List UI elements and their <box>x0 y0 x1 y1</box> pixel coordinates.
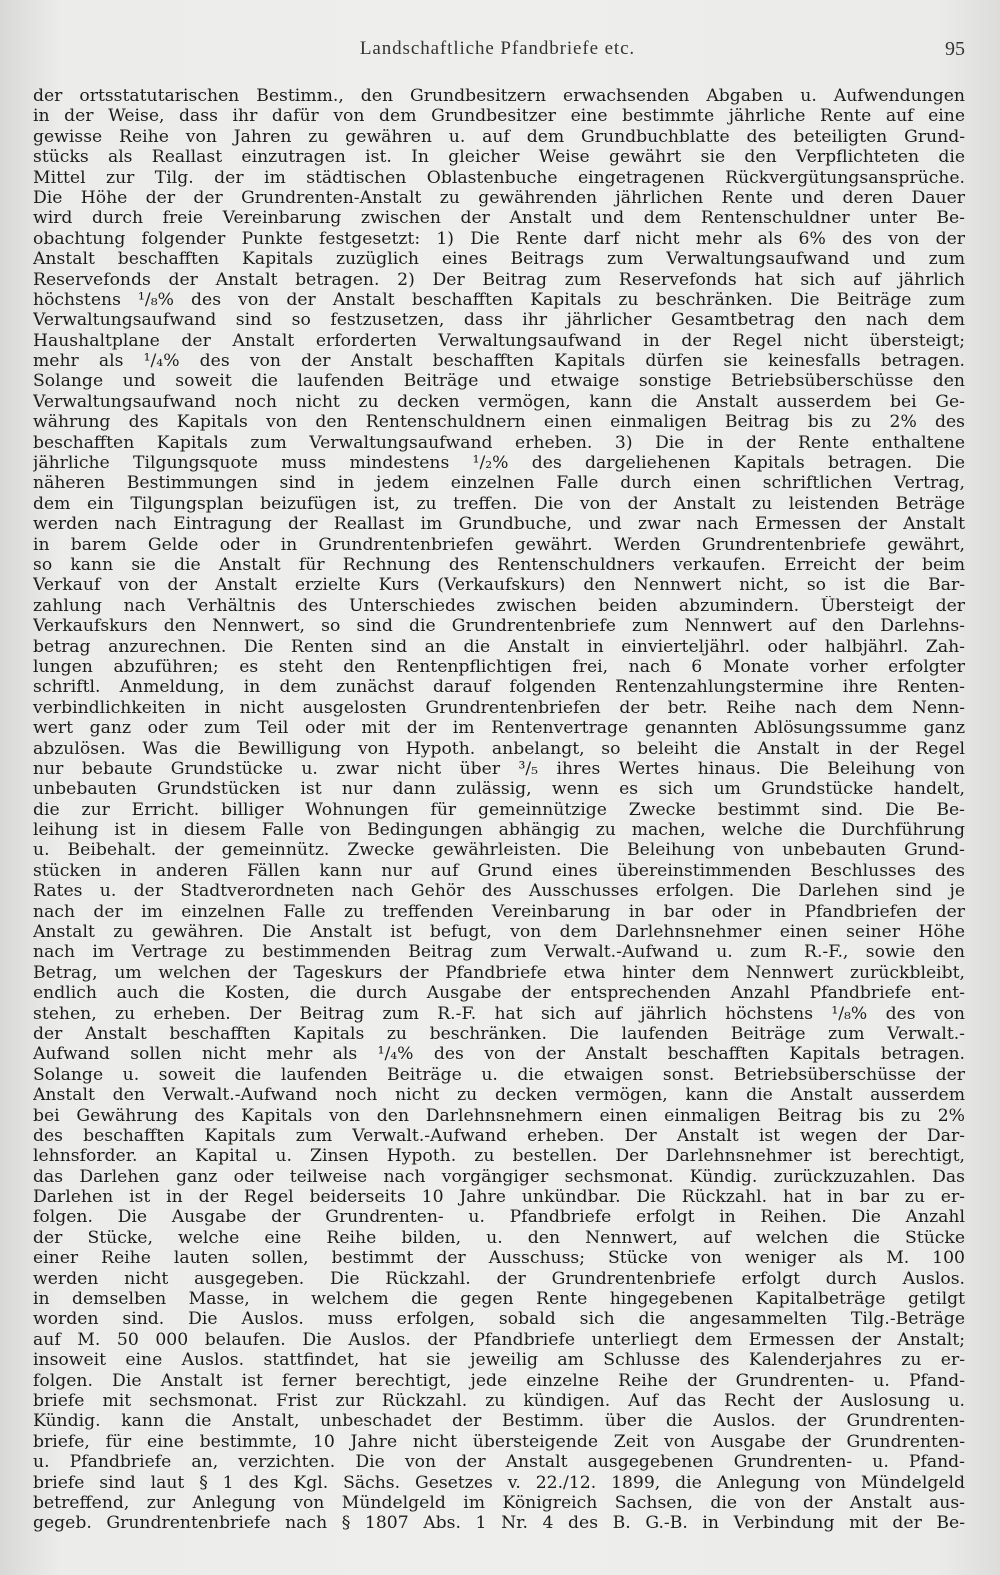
page-header <box>30 38 965 64</box>
text-line: mehr als ¹/₄% des von der Anstalt beschafften Kapitals dürfen sie keinesfalls betragen. <box>33 351 965 372</box>
text-line: stücks als Reallast einzutragen ist. In gleicher Weise gewährt sie den Verpflichteten die <box>33 147 965 168</box>
text-line: verbindlichkeiten in nicht ausgelosten Grundrentenbriefen der betr. Reihe nach dem Nenn- <box>33 697 965 718</box>
text-line: insoweit eine Auslos. stattfindet, hat sie jeweilig am Schlusse des Kalenderjahres zu er- <box>33 1350 965 1371</box>
text-line: Solange und soweit die laufenden Beiträge und etwaige sonstige Betriebsüberschüsse den <box>33 371 965 392</box>
text-line: werden nach Eintragung der Reallast im Grundbuche, und zwar nach Ermessen der Anstalt <box>33 514 965 535</box>
page-number: 95 <box>945 38 965 60</box>
text-line: Verwaltungsaufwand sind so festzusetzen, dass ihr jährlicher Gesamtbetrag den nach dem <box>33 310 965 331</box>
text-line: bei Gewährung des Kapitals von den Darlehnsnehmern einen einmaligen Beitrag bis zu 2% <box>33 1105 965 1126</box>
text-line: höchstens ¹/₈% des von der Anstalt beschafften Kapitals zu beschränken. Die Beiträge zum <box>33 289 965 310</box>
text-line: stücken in anderen Fällen kann nur auf Grund eines übereinstimmenden Beschlusses des <box>33 860 965 881</box>
text-line: briefe sind laut § 1 des Kgl. Sächs. Gesetzes v. 22./12. 1899, die Anlegung von Mündelgeld <box>33 1472 965 1493</box>
text-line: Darlehen ist in der Regel beiderseits 10 Jahre unkündbar. Die Rückzahl. hat in bar zu er- <box>33 1187 965 1208</box>
text-line: folgen. Die Anstalt ist ferner berechtigt, jede einzelne Reihe der Grundrenten- u. Pfand- <box>33 1370 965 1391</box>
text-line: Reservefonds der Anstalt betragen. 2) Der Beitrag zum Reservefonds hat sich auf jährlich <box>33 269 965 290</box>
text-line: briefe, für eine bestimmte, 10 Jahre nicht übersteigende Zeit von Ausgabe der Grundrenten- <box>33 1431 965 1452</box>
text-line: lungen abzuführen; es steht den Rentenpflichtigen frei, nach 6 Monate vorher erfolgter <box>33 656 965 677</box>
text-line: Betrag, um welchen der Tageskurs der Pfandbriefe etwa hinter dem Nennwert zurückbleibt, <box>33 962 965 983</box>
text-line: lehnsforder. an Kapital u. Zinsen Hypoth. zu bestellen. Der Darlehnsnehmer ist berechtigt, <box>33 1146 965 1167</box>
text-line: wird durch freie Vereinbarung zwischen der Anstalt und dem Rentenschuldner unter Be- <box>33 208 965 229</box>
text-line: betrag anzurechnen. Die Renten sind an die Anstalt in einvierteljährl. oder halbjährl. Zah- <box>33 636 965 657</box>
text-line: endlich auch die Kosten, die durch Ausgabe der entsprechenden Anzahl Pfandbriefe ent- <box>33 983 965 1004</box>
text-line: worden sind. Die Auslos. muss erfolgen, sobald sich die angesammelten Tilg.-Beträge <box>33 1309 965 1330</box>
text-line: in demselben Masse, in welchem die gegen Rente hingegebenen Kapitalbeträge getilgt <box>33 1289 965 1310</box>
text-line: betreffend, zur Anlegung von Mündelgeld im Königreich Sachsen, die von der Anstalt aus- <box>33 1492 965 1513</box>
text-line: Kündig. kann die Anstalt, unbeschadet der Bestimm. über die Auslos. der Grundrenten- <box>33 1411 965 1432</box>
text-line: beschafften Kapitals zum Verwaltungsaufwand erheben. 3) Die in der Rente enthaltene <box>33 432 965 453</box>
text-line: nur bebaute Grundstücke u. zwar nicht über ³/₅ ihres Wertes hinaus. Die Beleihung von <box>33 758 965 779</box>
body-text <box>33 86 965 1534</box>
text-line: Anstalt den Verwalt.-Aufwand noch nicht zu decken vermögen, kann die Anstalt ausserdem <box>33 1085 965 1106</box>
text-line: u. Pfandbriefe an, verzichten. Die von der Anstalt ausgegebenen Grundrenten- u. Pfand- <box>33 1452 965 1473</box>
text-line: in barem Gelde oder in Grundrentenbriefen gewährt. Werden Grundrentenbriefe gewährt, <box>33 534 965 555</box>
text-line: der ortsstatutarischen Bestimm., den Grundbesitzern erwachsenden Abgaben u. Aufwendungen <box>33 86 965 106</box>
text-line: Rates u. der Stadtverordneten nach Gehör des Ausschusses erfolgen. Die Darlehen sind je <box>33 881 965 902</box>
text-line: der Anstalt beschafften Kapitals zu beschränken. Die laufenden Beiträge zum Verwalt.- <box>33 1023 965 1044</box>
text-line: nach im Vertrage zu bestimmenden Beitrag zum Verwalt.-Aufwand u. zum R.-F., sowie den <box>33 942 965 963</box>
text-line: das Darlehen ganz oder teilweise nach vorgängiger sechsmonat. Kündig. zurückzuzahlen. Das <box>33 1166 965 1187</box>
text-line: jährliche Tilgungsquote muss mindestens ¹/₂% des dargeliehenen Kapitals betragen. Die <box>33 453 965 474</box>
text-line: unbebauten Grundstücken ist nur dann zulässig, wenn es sich um Grundstücke handelt, <box>33 779 965 800</box>
text-line: Verkaufskurs den Nennwert, so sind die Grundrentenbriefe zum Nennwert auf den Darlehns- <box>33 616 965 637</box>
text-line: leihung ist in diesem Falle von Bedingungen abhängig zu machen, welche die Durchführung <box>33 820 965 841</box>
text-line: Mittel zur Tilg. der im städtischen Oblastenbuche eingetragenen Rückvergütungsansprüche. <box>33 167 965 188</box>
text-line: werden nicht ausgegeben. Die Rückzahl. der Grundrentenbriefe erfolgt durch Auslos. <box>33 1268 965 1289</box>
text-line: Anstalt zu gewähren. Die Anstalt ist befugt, von dem Darlehnsnehmer einen seiner Höhe <box>33 922 965 943</box>
text-line: Verkauf von der Anstalt erzielte Kurs (Verkaufskurs) den Nennwert nicht, so ist die Bar- <box>33 575 965 596</box>
text-line: währung des Kapitals von den Rentenschuldnern einen einmaligen Beitrag bis zu 2% des <box>33 412 965 433</box>
text-line: Verwaltungsaufwand noch nicht zu decken vermögen, kann die Anstalt ausserdem bei Ge- <box>33 391 965 412</box>
text-line: obachtung folgender Punkte festgesetzt: 1) Die Rente darf nicht mehr als 6% des von der <box>33 228 965 249</box>
text-line: Die Höhe der der Grundrenten-Anstalt zu gewährenden jährlichen Rente und deren Dauer <box>33 187 965 208</box>
text-line: nach der im einzelnen Falle zu treffenden Vereinbarung in bar oder in Pfandbriefen der <box>33 901 965 922</box>
text-line: schriftl. Anmeldung, in dem zunächst darauf folgenden Rentenzahlungstermine ihre Renten- <box>33 677 965 698</box>
text-line: gewisse Reihe von Jahren zu gewähren u. auf dem Grundbuchblatte des beteiligten Grund- <box>33 126 965 147</box>
text-line: näheren Bestimmungen sind in jedem einzelnen Falle durch einen schriftlichen Vertrag, <box>33 473 965 494</box>
text-line: Solange u. soweit die laufenden Beiträge u. die etwaigen sonst. Betriebsüberschüsse der <box>33 1064 965 1085</box>
text-line: briefe mit sechsmonat. Frist zur Rückzahl. zu kündigen. Auf das Recht der Auslosung u. <box>33 1391 965 1411</box>
text-line: dem ein Tilgungsplan beizufügen ist, zu treffen. Die von der Anstalt zu leistenden Beträge <box>33 493 965 514</box>
text-line: folgen. Die Ausgabe der Grundrenten- u. Pfandbriefe erfolgt in Reihen. Die Anzahl <box>33 1207 965 1228</box>
text-line: u. Beibehalt. der gemeinnütz. Zwecke gewährleisten. Die Beleihung von unbebauten Grund- <box>33 840 965 861</box>
text-line: zahlung nach Verhältnis des Unterschiedes zwischen beiden abzumindern. Übersteigt der <box>33 595 965 616</box>
text-line: stehen, zu erheben. Der Beitrag zum R.-F. hat sich auf jährlich höchstens ¹/₈% des von <box>33 1003 965 1024</box>
text-line: so kann sie die Anstalt für Rechnung des Rentenschuldners verkaufen. Erreicht der beim <box>33 554 965 575</box>
text-line: wert ganz oder zum Teil oder mit der im Rentenvertrage genannten Ablösungssumme ganz <box>33 718 965 739</box>
text-line: abzulösen. Was die Bewilligung von Hypoth. anbelangt, so beleiht die Anstalt in der Regel <box>33 738 965 759</box>
text-line: einer Reihe lauten sollen, bestimmt der Ausschuss; Stücke von weniger als M. 100 <box>33 1248 965 1269</box>
text-line: des beschafften Kapitals zum Verwalt.-Aufwand erheben. Der Anstalt ist wegen der Dar- <box>33 1125 965 1146</box>
text-line: gegeb. Grundrentenbriefe nach § 1807 Abs. 1 Nr. 4 des B. G.-B. in Verbindung mit der Be- <box>33 1513 965 1534</box>
text-line: Aufwand sollen nicht mehr als ¹/₄% des von der Anstalt beschafften Kapitals betragen. <box>33 1044 965 1065</box>
text-line: Anstalt beschafften Kapitals zuzüglich eines Beitrags zum Verwaltungsaufwand und zum <box>33 249 965 270</box>
text-line: der Stücke, welche eine Reihe bilden, u. den Nennwert, auf welchen die Stücke <box>33 1227 965 1248</box>
text-line: die zur Erricht. billiger Wohnungen für gemeinnützige Zwecke bestimmt sind. Die Be- <box>33 799 965 820</box>
text-line: auf M. 50 000 belaufen. Die Auslos. der Pfandbriefe unterliegt dem Ermessen der Anstalt; <box>33 1329 965 1350</box>
running-title: Landschaftliche Pfandbriefe etc. <box>359 38 636 59</box>
text-line: in der Weise, dass ihr dafür von dem Grundbesitzer eine bestimmte jährliche Rente auf eine <box>33 106 965 127</box>
text-line: Haushaltplane der Anstalt erforderten Verwaltungsaufwand in der Regel nicht übersteigt; <box>33 330 965 351</box>
